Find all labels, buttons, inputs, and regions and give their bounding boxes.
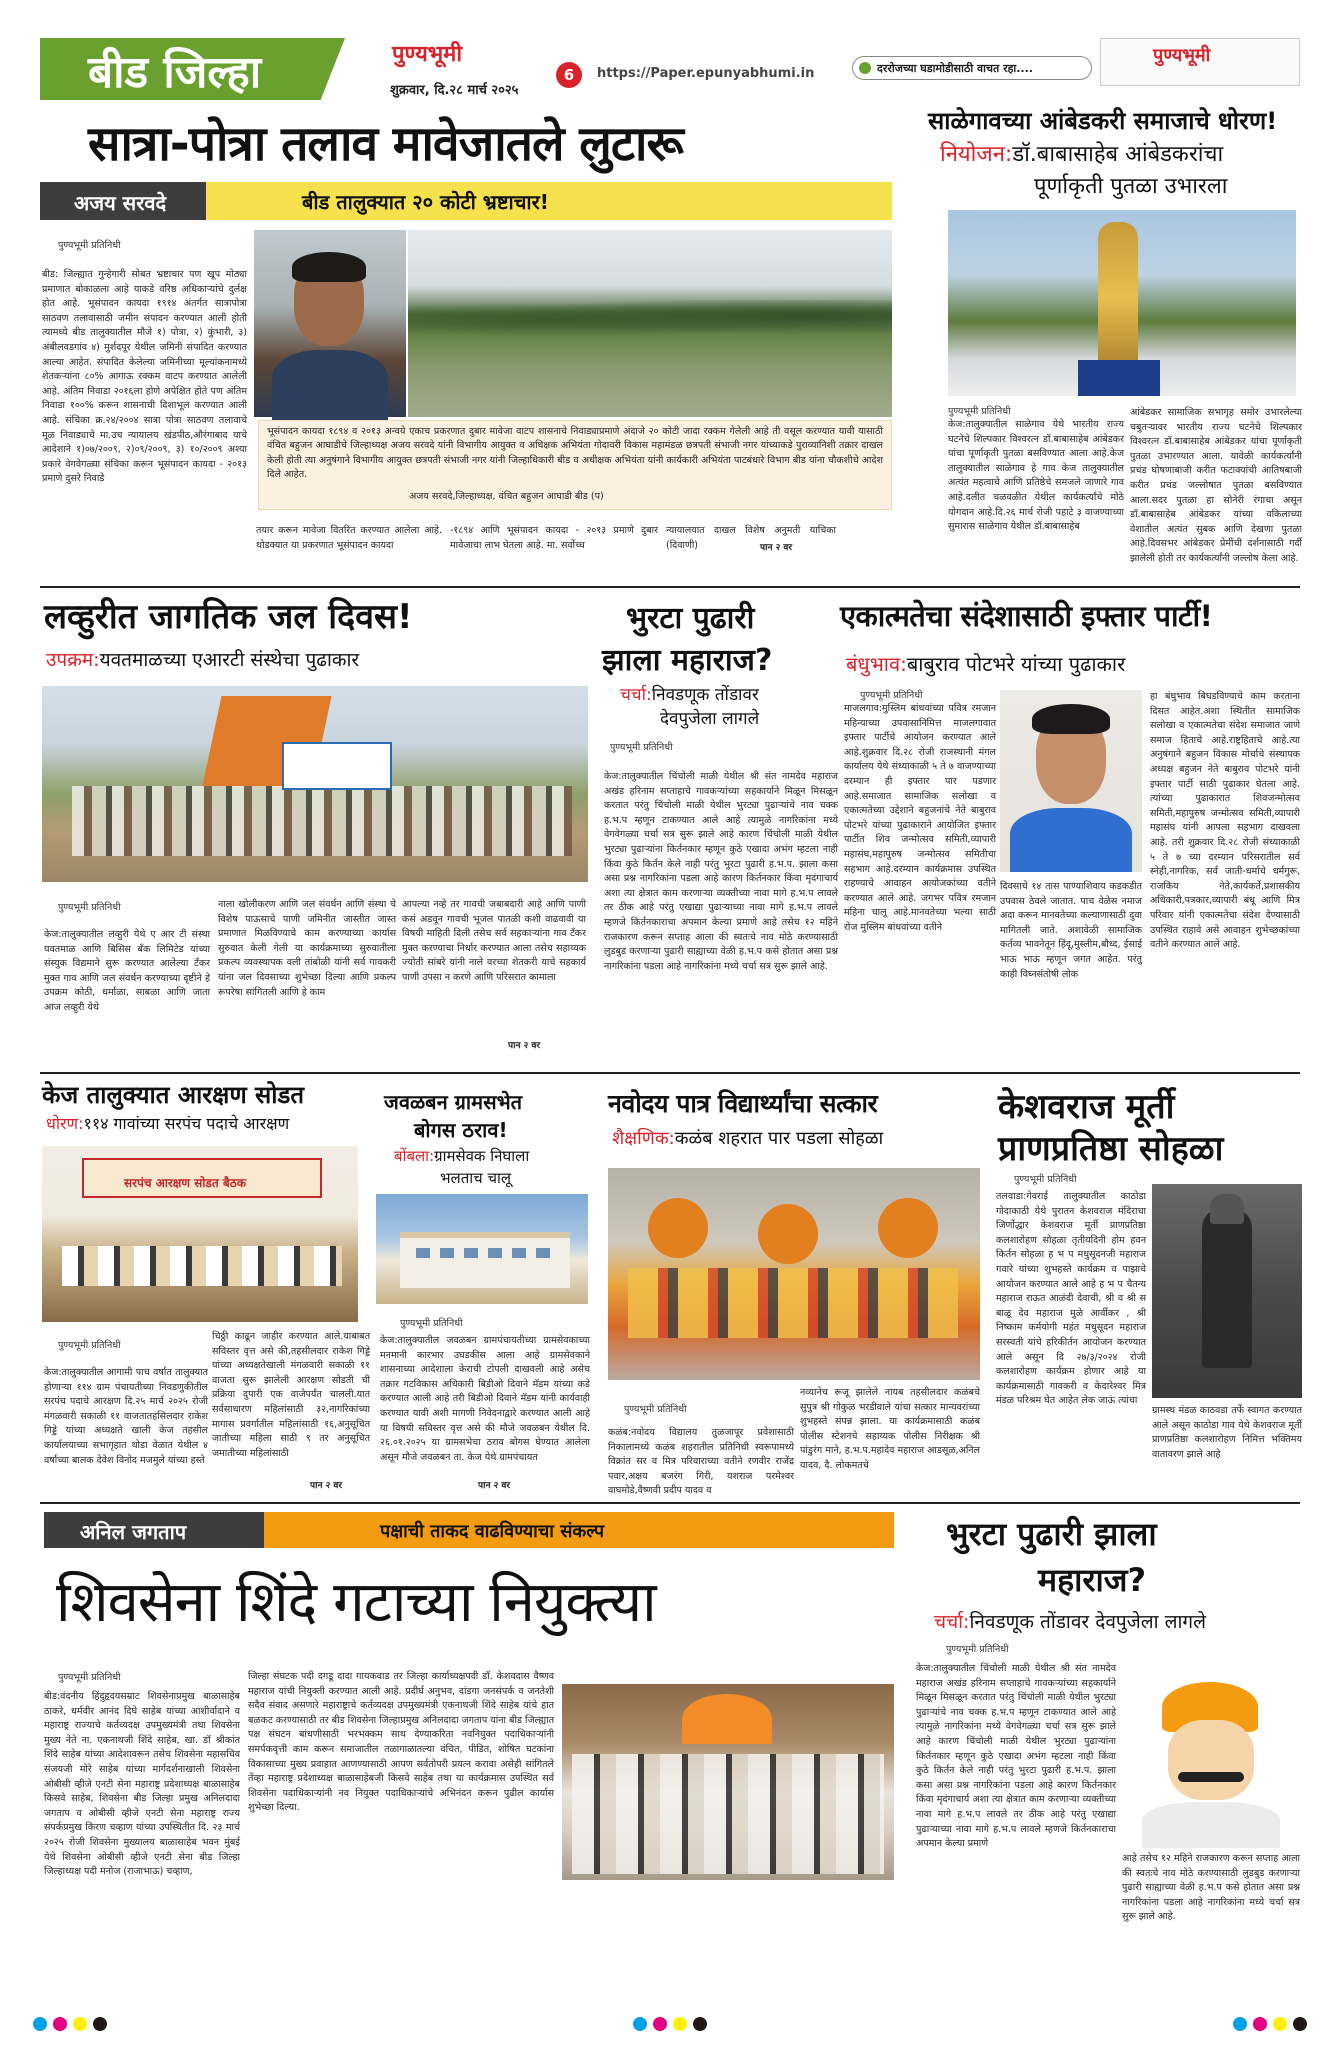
story-headline-line2: झाला महाराज? <box>602 643 773 678</box>
play-icon <box>859 62 871 74</box>
cartoon-image <box>1122 1662 1300 1848</box>
author-tag <box>40 182 206 220</box>
continued-label: पान २ वर <box>760 543 793 553</box>
story-column: नव्यानेच रूजू झालेले नायब तहसीलदार कळंबचे सुपुत्र श्री गोकुळ भरडीवाले यांचा सत्कार मान्यवरांच्या शुभहस्ते संपन्न झाला. या कार्यक्रमासाठी कळंब पोलीस स्टेशनचे सहाय्यक पोलीस निरीक्षक श्री पांडुरंग माने, ह.भ.प.महादेव महाराज आडसूळ,अनिल यादव, दै. लोकमतचे <box>800 1387 980 1471</box>
subhead-label: नियोजन: <box>940 142 1013 167</box>
byline: पुण्यभूमी प्रतिनिधी <box>400 1318 463 1329</box>
story-column: तयार करून मावेजा वितरित करण्यात आलेला आहे. थोडक्यात या प्रकरणात भूसंपादन कायदा <box>256 525 442 551</box>
byline: पुण्यभूमी प्रतिनिधी <box>860 690 923 701</box>
box-signature: अजय सरवदे,जिल्हाध्यक्ष, वंचित बहुजन आघाडी बीड (प) <box>409 491 604 502</box>
byline: पुण्यभूमी प्रतिनिधी <box>948 406 1011 417</box>
story-headline: एकात्मतेचा संदेशासाठी इफ्तार पार्टी! <box>840 599 1213 633</box>
story-column: केज:तालुक्यातील आगामी पाच वर्षात तालुक्यात होणाऱ्या ११४ ग्राम पंचायतीच्या निवडणुकीतील सरपंच पदाचे आरक्षण दि.२५ मार्च २०२५ रोजी मंगळवारी सकाळी ११ वाजतातहसिलदार राकेश गिड्डे यांच्या अध्यक्षते खाली केज तहसील कार्यालयाच्या सभागृहात थोडा वेळात येथील ४ वर्षाच्या बालक देवेश विनोद मजमुले यांच्या हस्ते <box>44 1367 208 1466</box>
continued-label: पान २ वर <box>478 1481 511 1491</box>
subhead-text: ११४ गावांच्या सरपंच पदाचे आरक्षण <box>83 1114 290 1133</box>
subhead-label: बंधुभाव: <box>846 652 907 676</box>
story-column: नाला खोलीकरण आणि जल संवर्धन आणि संस्था चे विशेष पाऊसाचे पाणी जमिनीत जास्तीत जास्त प्रमाणात मिळविण्याचे काम करण्याच्या कार्यास सुरुवात केली गेली या कार्यक्रमाच्या सुरुवातीला प्रकल्प व्यवस्थापक वली तांबोळी यांनी सर्व गावकरी यांना जल दिवसाच्या शुभेच्छा दिल्या आणि प्रकल्प रूपरेषा सांगितली आणि हे काम <box>218 899 396 998</box>
idol-photo <box>1152 1184 1302 1398</box>
kicker-text: पक्षाची ताकद वाढविण्याचा संकल्प <box>380 1521 605 1542</box>
story-column: ग्रामस्थ मंडळ काठवडा तर्फे स्वागत करण्यात आले असून काठोडा गाव येथे केशवराज मूर्ती प्राणप्रतिष्ठा कलशारोहण निमित्त भक्तिमय वातावरण झाले आहे <box>1152 1405 1302 1460</box>
story-column: केज:तालुक्यातील चिंचोली माळी येथील श्री संत नामदेव महाराज अखंड हरिनाम सप्ताहाचे गावकऱ्यांच्या सहकार्याने मिळून मिसळून करतात परंतु चिंचोली माळी येथील भुरट्या पुढाऱ्यांचे नाव चक्क ह.भ.प म्हणून टाकण्यात आले आहे त्यामुळे नागरिकांना मध्ये वेगवेगळ्या चर्चा सत्र सुरू झाले आहे कारण चिंचोली माळी येथील भुरट्या पुढाऱ्यांना किर्तनकार म्हणून कुठे एखादा अभंग म्हटला नाही किंवा कुठे किर्तन केले नाही परंतु भुरटा पुढारी ह.भ.प. झाला कसा असा प्रश्न नागरिकांना पडला आहे कारण किर्तनकार किंवा मृदंगाचार्य अशा त्या क्षेत्रात काम करणाऱ्या व्यक्तीच्या नावा मागे ह.भ.प लावले तर ठीक आहे परंतु एखाद्या पुढाऱ्याच्या नावा मागे ह.भ.प लावले म्हणजे किर्तनकाराचा अपमान केल्या प्रमाणे आहे तसेच १२ महिने राजकारण करून सप्ताह आला की स्वतःचे नाव मोठे करण्यासाठी लुडबुड करणाऱ्या पुढारी साह्याच्या वेळी ह.भ.प कसे होतात असा प्रश्न नागरिकांना पडला आहे नागरिकांना मध्ये चर्चा सत्र सुरू झाले आहे. <box>604 771 838 972</box>
story-headline: भुरटा पुढारी <box>626 601 755 636</box>
group-photo <box>562 1684 894 1880</box>
page-number-badge: 6 <box>556 62 582 88</box>
story-column: केज:तालुक्यातील जवळबन ग्रामपंचायतीच्या ग्रामसेवकाच्या मनमानी कारभार उघडकीस आला आहे ग्रामसेवकाने शासनाच्या आदेशाला केराची टोपली दाखवली आहे असेच तक्रार गटविकास अधिकारी बिडीओ दिवाने मॅडम यांच्या कडे करण्यात आली आहे तरी बिडीओ दिवाने मॅडम यांनी कार्यवाही करण्यात यावी अशी मागणी निवेदनाद्वारे करण्यात आली आहे या विषयी सविस्तर वृत्त असे की मौजे जवळबन येथील दि. २६.०१.२०२५ या ग्रामसभेचा ठराव बोगस घेण्यात आलेला असून मौजे जवळबन ता. केज येथे ग्रामपंचायत <box>380 1335 590 1463</box>
story-headline: साळेगावच्या आंबेडकरी समाजाचे धोरण! <box>928 107 1278 135</box>
section-title: बीड जिल्हा <box>88 47 262 98</box>
story-column: दिवसाचे १४ तास पाण्याशिवाय कडकडीत उपवास ठेवले जातात. पाच वेळेस नमाज अदा करून मानवतेच्या कल्याणासाठी दुवा मागितली जाते. अशावेळी सामाजिक कर्तव्य भावनेतून हिंदू,मुस्लीम,बौध्द, ईसाई भाऊ भाऊ म्हणून जगत आहेत. परंतु काही विघ्नसंतोषी लोक <box>1000 881 1142 980</box>
masthead <box>0 0 1339 98</box>
subhead <box>846 650 1125 677</box>
story-column: -१८९४ आणि भूसंपादन कायदा - २०१३ प्रमाणे दुबार मावेजाचा लाभ घेतला आहे. मा. सर्वोच्च <box>450 525 658 551</box>
subhead-text: बाबुराव पोटभरे यांच्या पुढाकार <box>906 652 1126 676</box>
author-name: अनिल जगताप <box>80 1520 187 1544</box>
subhead-line2: देवपुजेला लागले <box>660 709 760 729</box>
subhead <box>934 1608 1206 1634</box>
lake-photo <box>408 230 892 417</box>
subhead-text: डॉ.बाबासाहेब आंबेडकरांचा <box>1012 142 1224 167</box>
story-column: केज:तालुक्यातील साळेगाव येथे भारतीय राज्य घटनेचे शिल्पकार विश्वरत्न डॉ.बाबासाहेब आंबेडकर यांचा पूर्णाकृती पुतळा बसविण्यात आला आहे.केज तालुक्यातील साळेगाव हे गाव केज तालुक्यातील अत्यंत महत्वाचे आणि प्रतिष्ठेचे समजले जाणारे गाव आहे.दलीत चळवळीत येथील कार्यकर्त्यांचे मोठे योगदान आहे.दि.२६ मार्च रोजी पहाटे ३ वाजण्याच्या सुमारास साळेगाव येथील डॉ.बाबासाहेब <box>948 419 1124 533</box>
banner-text: सरपंच आरक्षण सोडत बैठक <box>124 1176 246 1190</box>
subhead <box>46 646 359 672</box>
story-headline: नवोदय पात्र विद्यार्थ्यांचा सत्कार <box>608 1089 878 1118</box>
story-headline: केज तालुक्यात आरक्षण सोडत <box>42 1081 304 1109</box>
subhead-label: शैक्षणिक: <box>612 1128 675 1149</box>
story-headline: जवळबन ग्रामसभेत <box>384 1090 523 1114</box>
kicker-text: बीड तालुक्यात २० कोटी भ्रष्टाचार! <box>302 190 549 214</box>
subhead-line2: भलताच चालू <box>440 1169 512 1187</box>
story-column: जिल्हा संघटक पदी दगडू दादा गायकवाड तर जिल्हा कार्याध्यक्षपदी डॉ. केशवदास वैष्णव महाराज यांची नियुक्ती करण्यात आली आहे. प्रदीर्घ अनुभव, दांडगा जनसंपर्क व जनतेशी सदैव संवाद असणारे महाराष्ट्राचे कर्तव्यदक्ष उपमुख्यमंत्री एकनाथजी शिंदे साहेब यांचे हात बळकट करण्यासाठी तर बीड शिवसेना जिल्हाप्रमुख अनिलदादा जगताप यांना बीड जिल्ह्यात पक्ष संघटन बांधणीसाठी भरभक्कम साथ देण्याकरिता नवनियुक्त पदाधिकाऱ्यांनी समर्पकवृत्ती काम करून समाजातील तळागाळातल्या वंचित, पीडित, शोषित घटकांना विकासाच्या मुख्य प्रवाहात आणण्यासाठी आपण सर्वतोपरी प्रयत्न करावा असेही सांगितले तेंव्हा महाराष्ट्र प्रदेशाध्यक्ष बाळासाहेबजी किसवे साहेब तथा या कार्यक्रमास उपस्थित सर्व शिवसेना पदाधिकाऱ्यांनी नव नियुक्त पदाधिकाऱ्यांचे अभिनंदन करून पुढील कार्यास शुभेच्छा दिल्या. <box>248 1671 554 1814</box>
story-column: केज:तालुक्यातील लव्हुरी येथे ए आर टी संस्था यवतमाळ आणि बिसिस बँक लिमिटेड यांच्या संस्युक विद्यमाने सुरू करण्यात आलेल्या टँकर मुक्त गाव आणि जल संवर्धन करण्याच्या दृष्टीने हे उपक्रम कोठी, धर्माळा, साबळा आणि जाता आज लव्हुरी येथे <box>44 929 210 1013</box>
byline: पुण्यभूमी प्रतिनिधी <box>624 1404 687 1415</box>
ticker-text: दररोजच्या घडामोडीसाठी वाचत रहा.... <box>877 62 1033 75</box>
divider <box>40 1072 1300 1074</box>
story-column: कळंब:नवोदय विद्यालय तुळजापूर प्रवेशासाठी निकालामध्ये कळंब शहरातील प्रतिनिधी स्वरूपामध्ये विक्रांत सर व मित्र परिवाराच्या वतीने रणवीर राजेंद्र पवार,अक्षय बजरंग गिरी, यशराज परमेश्वर वाघमोडे,वैष्णवी प्रदीप यादव व <box>608 1427 794 1497</box>
subhead-text: निवडणूक तोंडावर देवपुजेला लागले <box>969 1611 1206 1633</box>
byline: पुण्यभूमी प्रतिनिधी <box>58 902 121 913</box>
subhead-label: बोंबला: <box>394 1147 435 1165</box>
site-url[interactable]: https://Paper.epunyabhumi.in <box>597 66 815 81</box>
kicker-bar <box>264 1512 894 1548</box>
subhead-label: धोरण: <box>46 1114 84 1133</box>
byline: पुण्यभूमी प्रतिनिधी <box>946 1644 1009 1655</box>
story-headline: लव्हुरीत जागतिक जल दिवस! <box>44 597 413 637</box>
story-headline: शिवसेना शिंदे गटाच्या नियुक्त्या <box>56 1570 656 1635</box>
subhead <box>620 682 759 705</box>
print-registration-marks <box>30 2016 1310 2036</box>
portrait-photo <box>254 230 406 417</box>
lead-headline: सात्रा-पोत्रा तलाव मावेजातले लुटारू <box>88 116 683 172</box>
subhead-label: चर्चा: <box>620 685 652 705</box>
story-column: माजलगाव:मुस्लिम बांधवांच्या पवित्र रमजान महिन्याच्या उपवासानिमित्त माजलगावात इफ्तार पार्टीचे आयोजन करण्यात आले आहे.शुक्रवार दि.२८ रोजी राजस्थानी मंगल कार्यालय येथे संध्याकाळी ५ ते ७ वाजण्याच्या दरम्यान ही इफ्तार पार पडणार आहे.समाजात सामाजिक सलोखा व एकात्मतेच्या उद्देशाने बहुजनांचे नेते बाबुराव पोटभरे यांच्या पुढाकाराने आयोजित इफ्तार पार्टीत शिव जन्मोत्सव समिती,व्यापारी महासंघ,महापुरुष जन्मोत्सव समितीचा सहभाग आहे.दरम्यान कार्यक्रमास उपस्थित राहण्याचे आवाहन आयोजकांच्या वतीने करण्यात आले आहे. जगभर पवित्र रमजान महिना चालू आहे.मानवतेच्या भल्या साठी रोज मुस्लिम बांधवांच्या वतीने <box>844 703 996 933</box>
subhead-line2: पूर्णाकृती पुतळा उभारला <box>1034 174 1228 199</box>
story-headline-line2: बोगस ठराव! <box>414 1118 508 1142</box>
logo-text: पुण्यभूमी <box>1153 45 1211 66</box>
portrait-photo <box>1000 690 1142 872</box>
byline: पुण्यभूमी प्रतिनिधी <box>58 1672 121 1683</box>
ticker-bar <box>852 56 1092 80</box>
byline: पुण्यभूमी प्रतिनिधी <box>58 1340 121 1351</box>
page-date: शुक्रवार, दि.२८ मार्च २०२५ <box>390 83 519 98</box>
quote-box <box>258 420 892 510</box>
continued-label: पान २ वर <box>310 1481 343 1491</box>
story-column: आपल्या नव्हे तर गावची जबाबदारी आहे आणि पाणी कसं अडवून गावची भूजल पातळी कशी वाढवावी या विषयी माहिती दिली तसेच सर्व सहकाऱ्यांना गाव टँकर मुक्त करण्याचा निर्धार करण्यात आला तसेच सहाय्यक ज्योती सांबरे यांनी नाले वरच्या शेतकरी याचे सहकार्य पाणी उपसा न करणे आणि परिसरात कामाला <box>402 899 586 983</box>
story-column: चिठ्ठी काढून जाहीर करण्यात आले.याबाबत सविस्तर वृत्त असे की,तहसीलदार राकेश गिड्डे यांच्या अध्यक्षतेखाली मंगळवारी सकाळी ११ वाजता सुरू झालेली आरक्षण सोडती ची प्रक्रिया दुपारी एक वाजेपर्यंत चालली.यात सर्वसाधारण महिलांसाठी ३२,नागरिकांच्या मागास प्रवर्गातील महिलांसाठी १६,अनुसूचित जातीच्या महिला साठी ९ तर अनुसूचित जमातीच्या महिलांसाठी <box>212 1331 370 1459</box>
author-name: अजय सरवदे <box>74 191 167 215</box>
story-column: आंबेडकर सामाजिक सभागृह समोर उभारलेल्या चबुतऱ्यावर भारतीय राज्य घटनेचे शिल्पकार विश्वरत्न डॉ.बाबासाहेब आंबेडकर यांचा पूर्णाकृती पुतळा उभारण्यात आला. यावेळी कार्यकर्त्यांनी प्रचंड घोषणाबाजी करीत फटाक्यांची आतिषबाजी करीत प्रचंड जल्लोषात पुतळा बसविण्यात आला.सदर पुतळा हा सोनेरी रंगाचा असून डॉ.बाबासाहेब आंबेडकर यांच्या वकिलाच्या वेशातील अत्यंत सुबक आणि देखणा पुतळा आहे.दिवसभर आंबेडकर प्रेमींची दर्शनासाठी गर्दी झालेली होती तर कार्यकर्त्यांनी जल्लोष केला आहे. <box>1130 407 1302 564</box>
story-headline-line2: प्राणप्रतिष्ठा सोहळा <box>998 1129 1224 1169</box>
banner <box>82 1158 322 1198</box>
statue-photo <box>948 210 1296 396</box>
subhead <box>46 1112 289 1134</box>
subhead-label: चर्चा: <box>934 1611 970 1633</box>
story-headline: केशवराज मूर्ती <box>998 1087 1175 1127</box>
story-headline-line2: महाराज? <box>1038 1561 1147 1599</box>
story-column: आहे तसेच १२ महिने राजकारण करून सप्ताह आला की स्वतःचे नाव मोठे करण्यासाठी लुडबुड करणाऱ्या पुढारी साह्याच्या वेळी ह.भ.प कसे होतात असा प्रश्न नागरिकांना पडला आहे नागरिकांना मध्ये चर्चा सत्र सुरू झाले आहे. <box>1122 1853 1300 1923</box>
building-photo <box>376 1194 588 1304</box>
byline: पुण्यभूमी प्रतिनिधी <box>1014 1174 1077 1185</box>
subhead-text: यवतमाळच्या एआरटी संस्थेचा पुढाकार <box>99 649 360 671</box>
kicker-bar <box>206 182 892 220</box>
divider <box>40 586 1300 588</box>
continued-label: पान २ वर <box>508 1041 541 1051</box>
subhead <box>940 138 1223 168</box>
story-column: बीड: जिल्ह्यात गुन्हेगारी सोबत भ्रष्टाचार पण खूप मोठ्या प्रमाणात बोकाळला आहे याकडे वरिष्ठ अधिकाऱ्यांचे दुर्लक्ष होत आहे. भूसंपादन कायदा १९१४ अंतर्गत सात्रापोत्रा साठवण तलावासाठी जमीन संपादन करण्यात आली होती त्यामध्ये बीड तालुक्यातील मौजे १) पोत्रा, २) कुंभारी, ३) अंबीलवडगांव ४) मुर्शदपूर येथील जमिनी संपादित करण्यात आल्या आहेत. संपादित केलेल्या जमिनीच्या मूल्यांकनामध्ये शेतकऱ्यांना ८०% आगाऊ रक्कम वाटप करण्यात आलेली आहे. अंतिम निवाडा २०१६ला होणे अपेक्षित होते पण अंतिम निवाडा १००% करून शासनाची दिशाभूल करण्यात आली आहे. संचिका क्र.२४/२००४ सात्रा पोत्रा साठवण तलावाचे मूळ निवाड्याचे मा.उच न्यायालय खंडपीठ,औरंगाबाद याचे आदेशाने १)०७/२००९, २)०९/२००९, ३) १०/२००९ अश्या प्रकारे वेगवेगळ्या संचिका करून भूसंपादन कायदा - २०१३ प्रमाणे दुसरे निवाडे <box>42 269 247 485</box>
story-column: तलवाडा:गेवराई तालुक्यातील काठोडा गोदाकाठी येथे पुरातन केशवराज मंदिराचा जिर्णोद्धार केशवराज मूर्ती प्राणप्रतिष्ठा कलशारोहण सोहळा तृतीयदिनी होम हवन किर्तन सोहळा ह भ प मधुसूदनजी महाराज गवारे यांच्या शुभहस्ते कार्यक्रम व पाझाचे आयोजन करण्यात आले आहे ह भ प चैतन्य महाराज राऊत आळंदी देवाची, श्री व श्री स बाळू देव महाराज मुळे आर्वीकर , श्री निष्काम कर्मयोगी महंत मधुसूदन महाराज सरस्वती यांचे हरिकीर्तन आयोजन करण्यात आले असून दि २७/३/२०२४ रोजी कलशारोहण कार्यक्रम होणार आहे या कार्यक्रमासाठी गावकरी व केदारेश्वर मित्र मंडळ परिश्रम घेत आहेत लेक जाऊं त्यांचा <box>996 1191 1146 1407</box>
story-column: हा बंधुभाव बिघडविण्याचे काम करताना दिसत आहेत.अशा स्थितीत सामाजिक सलोखा व एकात्मतेचा संदेश समाजात जाणे समाज हिताचे आहे.राष्ट्रहिताचे आहे.त्या अनुषंगाने बहुजन विकास मोर्चाचे संस्थापक अध्यक्ष बहुजन नेते बाबुराव पोटभरे यांनी इफ्तार पार्टी साठी पुढाकार घेतला आहे. त्यांच्या पुढाकारात शिवजन्मोत्सव समिती,महापुरुष जन्मोत्सव समिती,व्यापारी महासंघ यांनी आपला सहभाग दाखवला आहे. तरी शुक्रवार दि.२८ रोजी संध्याकाळी ५ ते ७ च्या दरम्यान परिसरातील सर्व स्नेही,नागरिक, सर्व जाती-धर्माचे धर्मगुरू, राजकिय नेते,कार्यकर्ते,प्रशासकीय अधिकारी,पत्रकार,व्यापारी बंधू आणि मित्र परिवार यांनी एकात्मतेचा संदेश देण्यासाठी उपस्थित राहावे असे आवाहन शुभेच्छकांच्या वतीने करण्यात आले आहे. <box>1150 691 1300 951</box>
byline: पुण्यभूमी प्रतिनिधी <box>58 240 121 251</box>
author-tag <box>44 1512 264 1548</box>
subhead-label: उपक्रम: <box>46 649 100 671</box>
paper-name: पुण्यभूमी <box>392 42 463 67</box>
story-column: न्यायालयात दाखल विशेष अनुमती याचिका (दिवाणी) <box>666 525 836 551</box>
logo-block <box>1100 38 1300 86</box>
subhead-text: ग्रामसेवक निघाला <box>434 1147 530 1165</box>
byline: पुण्यभूमी प्रतिनिधी <box>610 742 673 753</box>
subhead-text: निवडणूक तोंडावर <box>651 685 759 705</box>
subhead <box>612 1126 883 1150</box>
students-photo <box>608 1168 980 1380</box>
subhead <box>394 1146 529 1166</box>
story-column: बीड:वंदनीय हिंदुहृदयसम्राट शिवसेनाप्रमुख बाळासाहेब ठाकरे, धर्मवीर आनंद दिघे साहेब यांच्या आशीर्वादाने व महाराष्ट्र राज्याचे कर्तव्यदक्ष उपमुख्यमंत्री तथा शिवसेना मुख्य नेते ना. एकनाथजी शिंदे साहेब, खा. डॉ श्रीकांत शिंदे साहेब यांच्या आदेशावरून तसेच शिवसेना महासचिव संजयजी मोरे साहेब यांच्या मार्गदर्शनाखाली शिवसेना ओबीसी व्हीजे एनटी सेना महाराष्ट्र प्रदेशाध्यक्ष बाळासाहेब किसवे साहेब, शिवसेना बीड जिल्हा प्रमुख अनिलदादा जगताप व ओबीसी व्हीजे एनटी सेना महाराष्ट्र राज्य संपर्कप्रमुख किरण चव्हाण यांच्या उपस्थितीत दि. २३ मार्च २०२५ रोजी शिवसेना मुख्यालय बाळासाहेब भवन मुंबई येथे शिवसेना ओबीसी व्हीजे एनटी सेना बीड जिल्हा जिल्हाध्यक्ष पदी मनोज (राजाभाऊ) चव्हाण, <box>44 1691 240 1878</box>
event-photo <box>42 686 588 882</box>
subhead-text: कळंब शहरात पार पडला सोहळा <box>674 1128 884 1149</box>
meeting-photo <box>42 1146 358 1322</box>
story-column: केज:तालुक्यातील चिंचोली माळी येथील श्री संत नामदेव महाराज अखंड हरिनाम सप्ताहाचे गावकऱ्यांच्या सहकार्याने मिळून मिसळून करतात परंतु चिंचोली माळी येथील भुरट्या पुढाऱ्यांचे नाव चक्क ह.भ.प म्हणून टाकण्यात आले आहे त्यामुळे नागरिकांना मध्ये वेगवेगळ्या चर्चा सत्र सुरू झाले आहे कारण चिंचोली माळी येथील भुरट्या पुढाऱ्यांना किर्तनकार म्हणून कुठे एखादा अभंग म्हटला नाही किंवा कुठे किर्तन केले नाही परंतु भुरटा पुढारी ह.भ.प. झाला कसा असा प्रश्न नागरिकांना पडला आहे कारण किर्तनकार किंवा मृदंगाचार्य अशा त्या क्षेत्रात काम करणाऱ्या व्यक्तीच्या नावा मागे ह.भ.प लावले तर ठीक आहे परंतु एखाद्या पुढाऱ्याच्या नावा मागे ह.भ.प लावले म्हणजे किर्तनकाराचा अपमान केल्या प्रमाणे <box>916 1663 1116 1850</box>
story-headline: भुरटा पुढारी झाला <box>946 1515 1157 1553</box>
divider <box>40 1502 1300 1504</box>
box-text: भूसंपादन कायदा १८९४ व २०१३ अन्वये एकाच प्रकरणात दुबार मावेजा वाटप शासनाचे निवाड्याप्रमाणे अंदाजे २० कोटी जादा रक्कम गेलेली आहे ती वसूल करण्यात यावी यासाठी वंचित बहुजन आघाडीचे जिल्हाध्यक्ष अजय सरवदे यांनी विभागीय आयुक्त व अधिक्षक अभियंता गोदावरी विकास महामंडळ छत्रपती संभाजी नगर यांच्याकडे पुराव्यानिशी तक्रार दाखल केली होती त्या अनुषंगाने विभागीय आयुक्त छत्रपती संभाजी नगर यांनी जिल्हाधिकारी बीड व अधीक्षक अभियंता यांनी कार्यकारी अभियंता पाटबंधारे विभाग बीड यांना चौकशीचे आदेश दिले आहेत. <box>267 426 883 481</box>
